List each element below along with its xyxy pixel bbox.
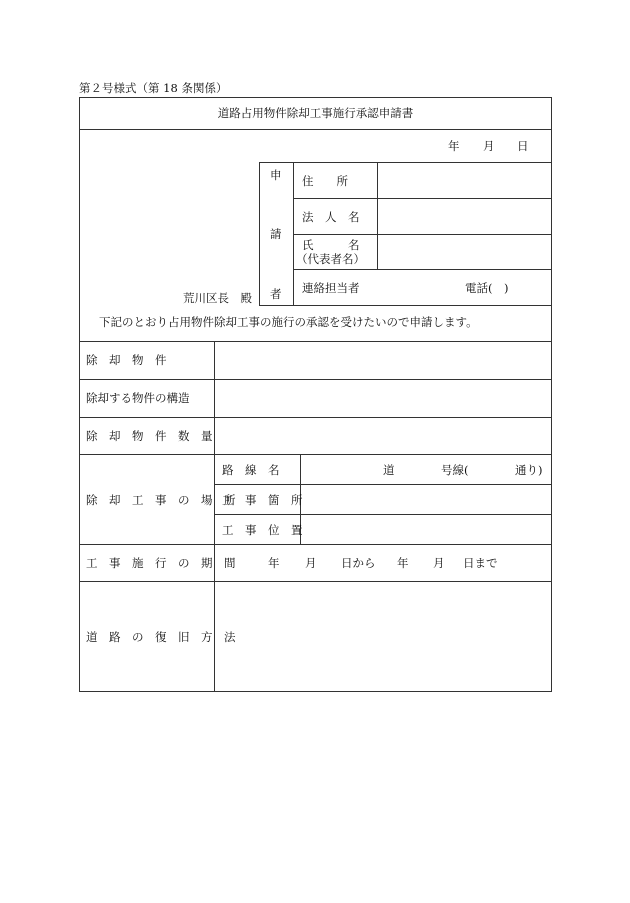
corp-name-label: 法 人 名 (302, 210, 360, 224)
work-spot-label: 工 事 箇 所 (222, 493, 303, 507)
route-name-label: 路 線 名 (222, 463, 280, 477)
route-no-label: 号線( (441, 463, 469, 477)
period-day-2: 日まで (463, 556, 498, 570)
name-label: 氏 名 (302, 238, 360, 252)
address-label: 住 所 (302, 174, 348, 188)
structure-label: 除却する物件の構造 (86, 391, 190, 405)
removal-items-label: 除 却 物 件 (86, 353, 167, 367)
form-title: 道路占用物件除却工事施行承認申請書 (217, 106, 414, 120)
applicant-label-1: 申 (270, 168, 282, 182)
period-month-2: 月 (433, 556, 445, 570)
period-year-1: 年 (268, 556, 280, 570)
request-text: 下記のとおり占用物件除却工事の施行の承認を受けたいので申請します。 (99, 315, 478, 329)
date-day-label: 日 (517, 139, 529, 153)
applicant-label-2: 請 (270, 227, 282, 241)
form-number: 第２号様式（第 18 条関係） (79, 81, 228, 95)
restoration-label: 道 路 の 復 旧 方 法 (86, 630, 236, 644)
applicant-label-3: 者 (270, 287, 282, 301)
contact-label: 連絡担当者 (302, 281, 360, 295)
work-position-label: 工 事 位 置 (222, 523, 303, 537)
route-road-label: 道 (383, 463, 395, 477)
date-year-label: 年 (448, 139, 460, 153)
period-label: 工 事 施 行 の 期 間 (86, 556, 236, 570)
period-year-2: 年 (397, 556, 409, 570)
location-label: 除 却 工 事 の 場 所 (86, 493, 236, 507)
quantity-label: 除 却 物 件 数 量 (86, 429, 213, 443)
addressee: 荒川区長 殿 (183, 291, 252, 305)
phone-label: 電話( ) (465, 281, 509, 295)
name-sub-label: （代表者名） (296, 252, 365, 266)
period-month-1: 月 (305, 556, 317, 570)
period-day-1: 日から (341, 556, 376, 570)
date-month-label: 月 (483, 139, 495, 153)
route-street-label: 通り) (515, 463, 543, 477)
